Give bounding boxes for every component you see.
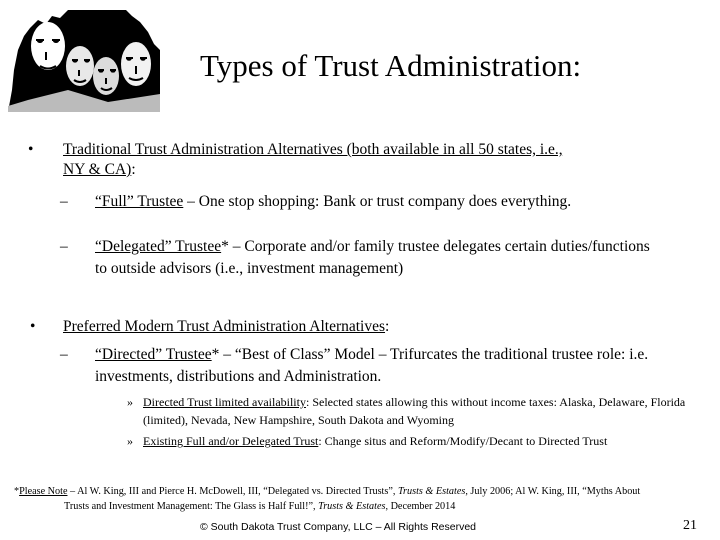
list-item: “Full” Trustee – One stop shopping: Bank or trust company does everything. (95, 193, 572, 210)
mount-rushmore-image (8, 10, 160, 112)
sub-list-item: Existing Full and/or Delegated Trust: Change situs and Reform/Modify/Decant to Directed Trust (143, 434, 608, 448)
section1-heading: Traditional Trust Administration Alternatives (both available in all 50 states, i.e., NY & CA): (63, 141, 563, 178)
list-item: “Directed” Trustee* – “Best of Class” Model – Trifurcates the traditional trustee role: i.e. investments, distributions and Administration. (95, 346, 649, 385)
footnote: *Please Note – Al W. King, III and Pierce H. McDowell, III, “Delegated vs. Directed Trusts”, Trusts & Estates, July 2006; Al W. King, III, “Myths About Trusts and Investment Management: The Glass is Half Full!”, Trusts & Estates, December 2014 (14, 486, 641, 512)
bullet-marker: • (28, 141, 34, 158)
bullet-marker: • (30, 318, 36, 335)
dash-marker: – (60, 193, 68, 210)
slide-title: Types of Trust Administration: (200, 48, 582, 83)
footnote-label: Please Note (19, 486, 68, 497)
list-item: “Delegated” Trustee* – Corporate and/or family trustee delegates certain duties/functions to outside advisors (i.e., investment management) (95, 238, 650, 277)
sub-list-item: Directed Trust limited availability: Selected states allowing this without income taxes: Alaska, Delaware, Florida (limited), Nevada, New Hampshire, South Dakota and Wyoming (143, 395, 686, 427)
dash-marker: – (60, 238, 68, 255)
sub-bullet-marker: » (127, 395, 133, 409)
sub-bullet-marker: » (127, 434, 133, 448)
section2-heading: Preferred Modern Trust Administration Alternatives: (63, 318, 390, 335)
copyright-text: © South Dakota Trust Company, LLC – All Rights Reserved (200, 521, 477, 533)
dash-marker: – (60, 346, 68, 363)
page-number: 21 (683, 518, 697, 533)
